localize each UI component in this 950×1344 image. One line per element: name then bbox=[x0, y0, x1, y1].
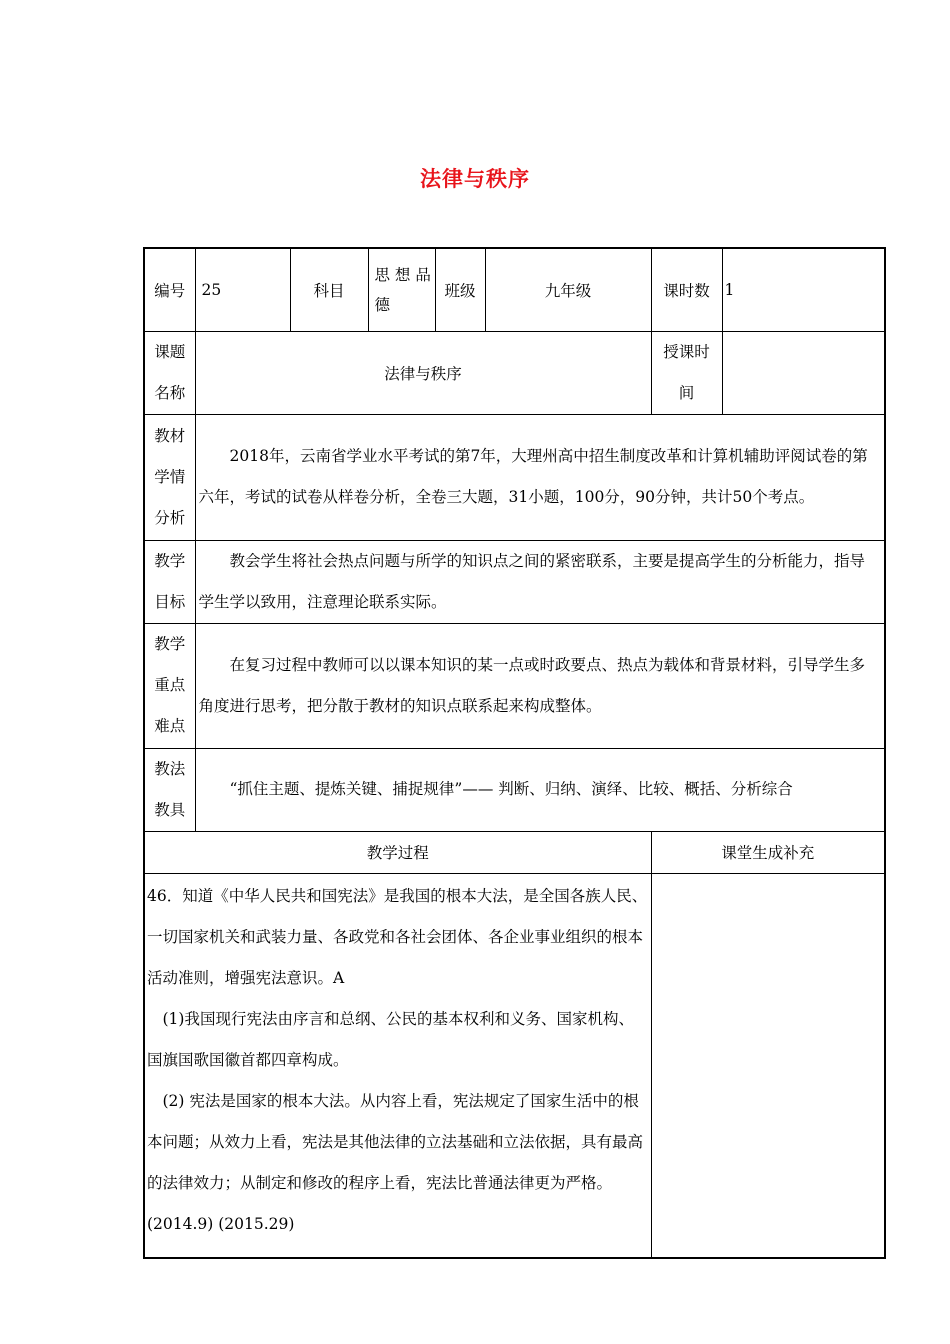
process-item: 46．知道《中华人民共和国宪法》是我国的根本大法，是全国各族人民、一切国家机关和武装力量、各政党和各社会团体、各企业事业组织的根本活动准则，增强宪法意识。A bbox=[147, 886, 648, 987]
number-value: 25 bbox=[195, 248, 290, 331]
lesson-plan-table bbox=[143, 247, 886, 1259]
analysis-label-line2: 学情 bbox=[154, 467, 186, 486]
goal-label-line1: 教学 bbox=[154, 551, 186, 570]
subject-value-line1: 思 想 品 bbox=[374, 265, 431, 284]
process-row bbox=[144, 873, 885, 1258]
topic-value: 法律与秩序 bbox=[195, 331, 651, 414]
analysis-label-line1: 教材 bbox=[154, 426, 186, 445]
subject-value bbox=[368, 248, 435, 331]
methods-label-line2: 教具 bbox=[154, 800, 186, 819]
methods-label-line1: 教法 bbox=[154, 759, 186, 778]
topic-label-line1: 课题 bbox=[154, 342, 186, 361]
process-content bbox=[144, 873, 651, 1258]
subject-value-line2: 德 bbox=[374, 295, 391, 314]
topic-label bbox=[144, 331, 195, 414]
analysis-row bbox=[144, 414, 885, 540]
analysis-label bbox=[144, 414, 195, 540]
hours-label: 课时数 bbox=[651, 248, 722, 331]
time-label-line2: 间 bbox=[678, 383, 695, 402]
class-value: 九年级 bbox=[485, 248, 651, 331]
key-points-row bbox=[144, 623, 885, 748]
methods-label bbox=[144, 748, 195, 831]
analysis-label-line3: 分析 bbox=[154, 508, 186, 527]
topic-row bbox=[144, 331, 885, 414]
process-point-1: (1)我国现行宪法由序言和总纲、公民的基本权利和义务、国家机构、国旗国歌国徽首都四章构成。 bbox=[147, 1009, 634, 1069]
process-header-row bbox=[144, 831, 885, 873]
time-label bbox=[651, 331, 722, 414]
analysis-text: 2018年，云南省学业水平考试的第7年，大理州高中招生制度改革和计算机辅助评阅试卷的第六年，考试的试卷从样卷分析，全卷三大题，31小题，100分，90分钟，共计50个考点。 bbox=[195, 414, 885, 540]
process-header-right: 课堂生成补充 bbox=[651, 831, 885, 873]
class-label: 班级 bbox=[435, 248, 485, 331]
process-header-left: 教学过程 bbox=[144, 831, 651, 873]
methods-text: “抓住主题、提炼关键、捕捉规律”—— 判断、归纳、演绎、比较、概括、分析综合 bbox=[195, 748, 885, 831]
process-point-2: (2) 宪法是国家的根本大法。从内容上看，宪法规定了国家生活中的根本问题；从效力上看，宪法是其他法律的立法基础和立法依据，具有最高的法律效力；从制定和修改的程序上看，宪法比普通法律更为严格。(2014.9) (2015.29) bbox=[147, 1091, 644, 1233]
goal-row bbox=[144, 540, 885, 623]
key-points-label-line3: 难点 bbox=[154, 717, 186, 735]
key-points-label bbox=[144, 623, 195, 748]
hours-value: 1 bbox=[722, 248, 885, 331]
page-title: 法律与秩序 bbox=[420, 167, 530, 191]
number-label: 编号 bbox=[144, 248, 195, 331]
process-supplement bbox=[651, 873, 885, 1258]
time-label-line1: 授课时 bbox=[663, 342, 710, 361]
key-points-label-line2: 重点 bbox=[154, 676, 186, 694]
header-row bbox=[144, 248, 885, 331]
goal-label bbox=[144, 540, 195, 623]
goal-text: 教会学生将社会热点问题与所学的知识点之间的紧密联系，主要是提高学生的分析能力，指导学生学以致用，注意理论联系实际。 bbox=[195, 540, 885, 623]
methods-row bbox=[144, 748, 885, 831]
topic-label-line2: 名称 bbox=[154, 383, 186, 402]
key-points-text: 在复习过程中教师可以以课本知识的某一点或时政要点、热点为载体和背景材料，引导学生多角度进行思考，把分散于教材的知识点联系起来构成整体。 bbox=[195, 623, 885, 748]
key-points-label-line1: 教学 bbox=[154, 635, 186, 653]
subject-label: 科目 bbox=[290, 248, 368, 331]
time-value bbox=[722, 331, 885, 414]
goal-label-line2: 目标 bbox=[154, 592, 186, 611]
